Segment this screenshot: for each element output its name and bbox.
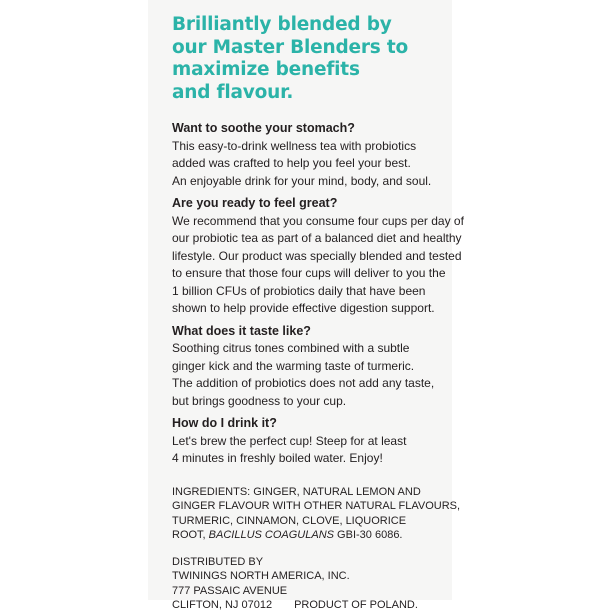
section-line: This easy-to-drink wellness tea with probiotics xyxy=(172,138,417,153)
headline-line: and flavour. xyxy=(172,81,294,103)
description-body xyxy=(172,120,464,613)
ingredients-line: INGREDIENTS: GINGER, NATURAL LEMON AND xyxy=(172,485,421,498)
section-line: lifestyle. Our product was specially blended and tested xyxy=(172,248,462,263)
section-how-to-drink xyxy=(172,415,448,468)
section-taste xyxy=(172,323,448,411)
headline-line: maximize benefits xyxy=(172,59,360,80)
ingredients-list xyxy=(172,485,461,543)
section-line: added was crafted to help you feel your best. xyxy=(172,156,411,170)
ingredients-line: GINGER FLAVOUR WITH OTHER NATURAL FLAVOURS, xyxy=(172,500,461,512)
section-line: ginger kick and the warming taste of turmeric. xyxy=(172,358,415,373)
ingredients-line: TURMERIC, CINNAMON, CLOVE, LIQUORICE xyxy=(172,514,407,527)
section-line: We recommend that you consume four cups per day of xyxy=(172,213,464,228)
section-question: What does it taste like? xyxy=(172,323,311,338)
section-line: our probiotic tea as part of a balanced diet and healthy xyxy=(172,231,462,245)
section-line: 1 billion CFUs of probiotics daily that have been xyxy=(172,283,426,298)
section-soothe-stomach xyxy=(172,120,448,190)
section-line: shown to help provide effective digestion support. xyxy=(172,301,435,315)
country-of-origin: PRODUCT OF POLAND. xyxy=(294,599,418,611)
ingredients-strain: GBI-30 6086. xyxy=(334,529,403,541)
section-line: Let's brew the perfect cup! Steep for at least xyxy=(172,433,407,448)
distributor-city-line xyxy=(172,598,448,613)
distributor-city: CLIFTON, NJ 07012 xyxy=(172,599,273,611)
ingredients-root: ROOT, xyxy=(172,529,209,541)
tea-box-side-panel xyxy=(148,0,464,611)
distributor-line: TWININGS NORTH AMERICA, INC. xyxy=(172,570,350,582)
section-feel-great xyxy=(172,195,464,318)
distributor-info xyxy=(172,555,448,613)
headline-line: our Master Blenders to xyxy=(172,36,408,58)
headline-line: Brilliantly blended by xyxy=(172,14,392,35)
section-line: but brings goodness to your cup. xyxy=(172,393,347,408)
section-line: The addition of probiotics does not add any taste, xyxy=(172,376,435,390)
section-line: Soothing citrus tones combined with a subtle xyxy=(172,341,410,355)
ingredients-line-last xyxy=(172,528,448,543)
section-line: 4 minutes in freshly boiled water. Enjoy! xyxy=(172,451,383,465)
section-line: to ensure that those four cups will deliver to you the xyxy=(172,266,446,280)
distributor-line: 777 PASSAIC AVENUE xyxy=(172,584,288,597)
section-line: An enjoyable drink for your mind, body, and soul. xyxy=(172,173,432,188)
ingredients-probiotic-name: BACILLUS COAGULANS xyxy=(208,529,334,541)
section-question: Want to soothe your stomach? xyxy=(172,121,355,135)
distributor-line: DISTRIBUTED BY xyxy=(172,555,264,568)
section-question: How do I drink it? xyxy=(172,416,277,430)
headline xyxy=(172,14,450,104)
section-question: Are you ready to feel great? xyxy=(172,196,338,210)
